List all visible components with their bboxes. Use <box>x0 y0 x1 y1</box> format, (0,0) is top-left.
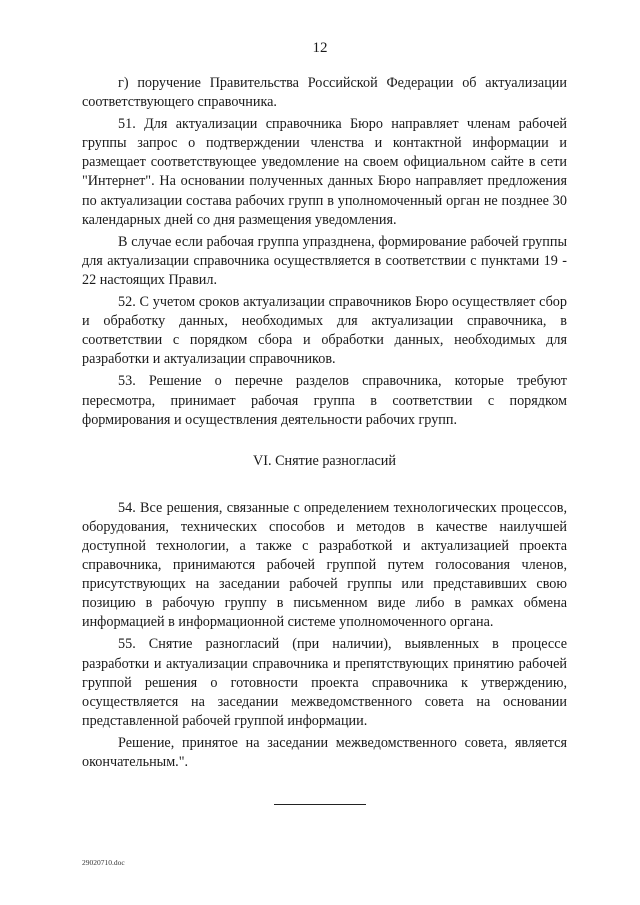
document-body <box>82 74 567 775</box>
paragraph-53: 53. Решение о перечне разделов справочника, которые требуют пересмотра, принимает рабочая группа в соответствии с порядком формирования и осуществления деятельности рабочих групп. <box>82 373 567 428</box>
paragraph-55-decision: Решение, принятое на заседании межведомственного совета, является окончательным.". <box>82 734 567 770</box>
paragraph-54: 54. Все решения, связанные с определением технологических процессов, оборудования, технических способов и методов в качестве наилучшей доступной технологии, а также с разработкой и актуализацией проекта справочника, принимаются рабочей группой путем голосования членов, присутствующих на заседании рабочей группы или представивших свою позицию в рабочую группу в письменном виде либо в рамках обмена информацией в информационной системе уполномоченного органа. <box>82 499 567 631</box>
footer-filename: 29020710.doc <box>82 858 125 867</box>
paragraph-51: 51. Для актуализации справочника Бюро направляет членам рабочей группы запрос о подтверждении членства и контактной информации и размещает соответствующее уведомление на своем официальном сайте в сети "Интернет". На основании полученных данных Бюро направляет предложения по актуализации состава рабочих групп в уполномоченный орган не позднее 30 календарных дней со дня размещения уведомления. <box>82 116 567 228</box>
section-heading: VI. Снятие разногласий <box>253 452 396 469</box>
paragraph-52: 52. С учетом сроков актуализации справочников Бюро осуществляет сбор и обработку данных, необходимых для актуализации справочника, в соответствии с порядком сбора и обработки данных, необходимых для разработки и актуализации справочников. <box>82 294 567 368</box>
end-separator-line <box>274 804 366 805</box>
paragraph-item-g: г) поручение Правительства Российской Федерации об актуализации соответствующего справочника. <box>82 75 567 111</box>
paragraph-55: 55. Снятие разногласий (при наличии), выявленных в процессе разработки и актуализации справочника и препятствующих принятию рабочей группой решения о готовности проекта справочника к утверждению, осуществляется на заседании межведомственного совета на основании представленной рабочей группой информации. <box>82 636 567 729</box>
page-number: 12 <box>312 40 328 56</box>
paragraph-51-continuation: В случае если рабочая группа упразднена, формирование рабочей группы для актуализации справочника осуществляется в соответствии с пунктами 19 - 22 настоящих Правил. <box>82 233 567 288</box>
